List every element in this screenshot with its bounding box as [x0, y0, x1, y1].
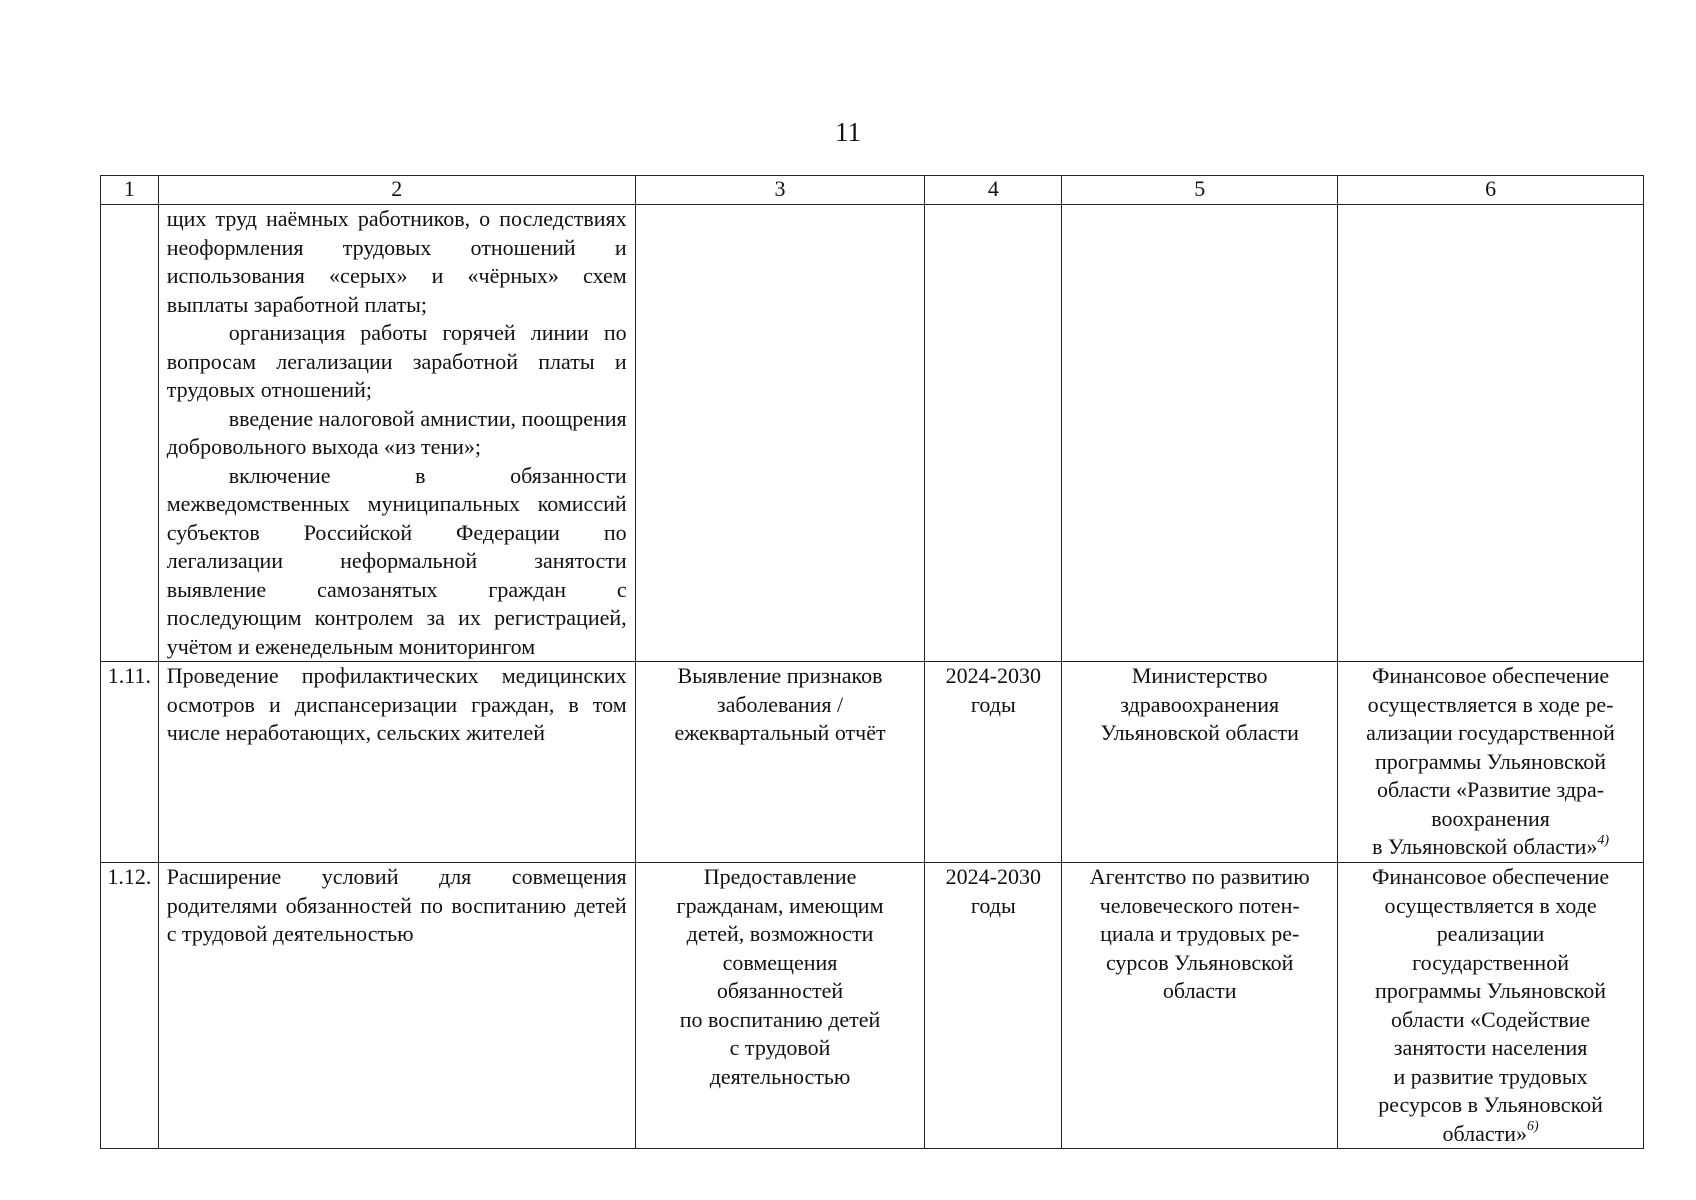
finance-line: реализации [1436, 921, 1545, 946]
finance-line: области» [1442, 1120, 1527, 1146]
column-header-3: 3 [635, 176, 925, 205]
row-number-cell [101, 205, 159, 662]
table-header-row [101, 176, 1644, 205]
finance-line-last [1346, 833, 1635, 862]
finance-cell [1338, 863, 1644, 1149]
result-line: детей, возможности [686, 921, 874, 946]
finance-line: области «Содействие [1391, 1006, 1591, 1032]
page-number: 11 [835, 117, 861, 147]
column-header-6: 6 [1338, 176, 1644, 205]
column-header-4: 4 [925, 176, 1062, 205]
period-line: 2024-2030 [945, 663, 1041, 688]
result-line: с трудовой [729, 1035, 831, 1060]
result-line: совмещения [722, 949, 838, 975]
finance-line: в Ульяновской области» [1372, 834, 1598, 859]
result-cell [635, 205, 925, 662]
responsible-line: сурсов Ульяновской [1105, 949, 1294, 975]
column-header-5: 5 [1062, 176, 1338, 205]
result-line: ежеквартальный отчёт [674, 720, 886, 745]
result-line: по воспитанию детей [679, 1006, 881, 1032]
measure-paragraph: организация работы горячей линии по вопросам легализации заработной платы и трудовых отношений; [166, 320, 627, 402]
measure-paragraph: введение налоговой амнистии, поощрения добровольного выхода «из тени»; [166, 405, 627, 459]
period-line: 2024-2030 [945, 864, 1041, 889]
finance-line: Финансовое обеспечение [1372, 663, 1610, 688]
result-line: обязанностей [716, 978, 844, 1003]
finance-line: воохранения [1431, 805, 1550, 831]
result-cell [635, 662, 925, 863]
measure-cell [158, 205, 635, 662]
period-cell [925, 863, 1062, 1149]
period-cell [925, 662, 1062, 863]
measures-table [100, 175, 1644, 1149]
measure-paragraph: включение в обязанности межведомственных муниципальных комиссий субъектов Российской Федерации по легализации неформальной занятости выявление самозанятых граждан с последующим контролем за их регистрацией, учётом и еженедельным мониторингом [166, 462, 627, 659]
responsible-line: циала и трудовых ре- [1100, 921, 1300, 946]
responsible-cell [1062, 205, 1338, 662]
measure-text: Проведение профилактических медицинских осмотров и диспансеризации граждан, в том числе неработающих, сельских жителей [166, 663, 627, 745]
measure-paragraph: щих труд наёмных работников, о последствиях неоформления трудовых отношений и использования «серых» и «чёрных» схем выплаты заработной платы; [166, 206, 627, 317]
finance-line: осуществляется в ходе ре- [1367, 691, 1614, 717]
finance-line-last [1346, 1120, 1635, 1149]
finance-line: занятости населения [1393, 1035, 1588, 1060]
responsible-line: области [1162, 978, 1237, 1003]
measure-cell [158, 662, 635, 863]
period-cell [925, 205, 1062, 662]
result-line: заболевания / [716, 691, 844, 717]
result-cell [635, 863, 925, 1149]
finance-cell [1338, 662, 1644, 863]
result-line: гражданам, имеющим [676, 892, 884, 918]
finance-line: области «Развитие здра- [1377, 777, 1605, 802]
responsible-cell [1062, 863, 1338, 1149]
responsible-line: Ульяновской области [1100, 720, 1299, 745]
responsible-line: Министерство [1131, 663, 1268, 688]
finance-line: ализации государственной [1366, 720, 1615, 745]
row-number-cell: 1.12. [101, 863, 159, 1149]
finance-line: программы Ульяновской [1375, 978, 1607, 1003]
table-row-1-12 [101, 863, 1644, 1149]
table-row-continuation [101, 205, 1644, 662]
responsible-line: человеческого потен- [1099, 892, 1300, 918]
responsible-line: здравоохранения [1120, 691, 1280, 717]
responsible-line: Агентство по развитию [1089, 864, 1310, 889]
column-header-1: 1 [101, 176, 159, 205]
period-line: годы [970, 691, 1016, 717]
finance-cell [1338, 205, 1644, 662]
result-line: Выявление признаков [677, 663, 883, 688]
footnote-marker: 4) [1597, 832, 1610, 848]
finance-line: Финансовое обеспечение [1372, 864, 1610, 889]
table-row-1-11 [101, 662, 1644, 863]
finance-line: осуществляется в ходе [1384, 892, 1597, 918]
finance-line: и развитие трудовых [1393, 1063, 1588, 1089]
finance-line: программы Ульяновской [1375, 748, 1607, 774]
result-line: Предоставление [703, 864, 857, 889]
measure-text: Расширение условий для совмещения родителями обязанностей по воспитанию детей с трудовой деятельностью [166, 864, 627, 946]
measure-cell [158, 863, 635, 1149]
column-header-2: 2 [158, 176, 635, 205]
responsible-cell [1062, 662, 1338, 863]
result-line: деятельностью [709, 1063, 851, 1089]
finance-line: государственной [1412, 949, 1569, 975]
row-number-cell: 1.11. [101, 662, 159, 863]
finance-line: ресурсов в Ульяновской [1378, 1092, 1603, 1117]
footnote-marker: 6) [1527, 1119, 1539, 1135]
period-line: годы [970, 892, 1016, 918]
